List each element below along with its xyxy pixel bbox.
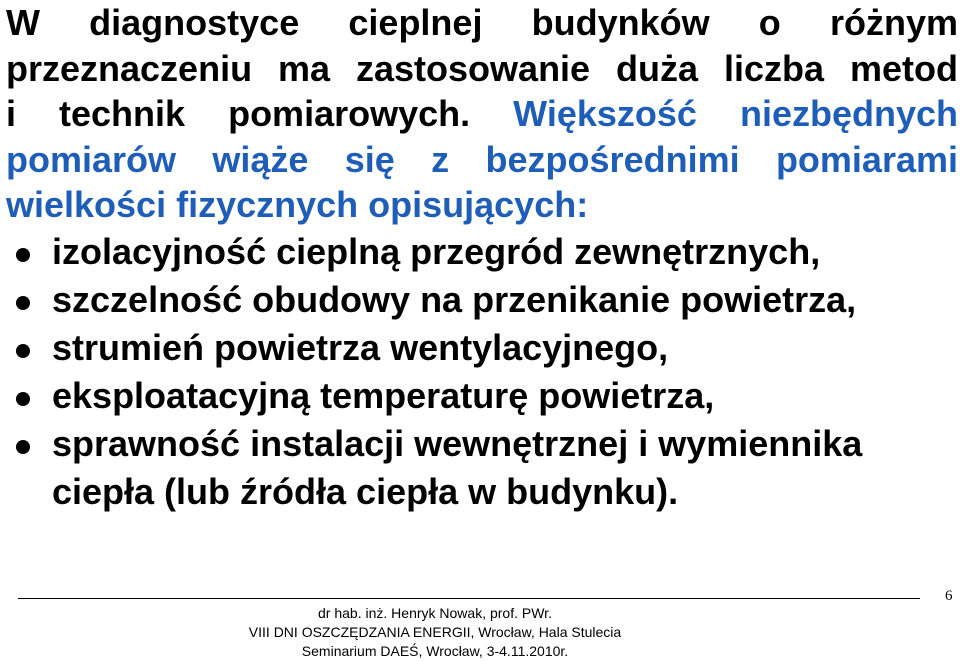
footer [0,604,960,661]
footer-divider [18,598,920,599]
list-item-text: izolacyjność cieplną przegród zewnętrznych, [52,231,821,272]
list-item [16,324,956,372]
footer-author: dr hab. inż. Henryk Nowak, prof. PWr. [318,605,552,621]
list-item [16,276,956,324]
list-item-text: strumień powietrza wentylacyjnego, [52,327,669,368]
intro-line-5: wielkości fizycznych opisujących: [6,184,589,225]
list-item-continuation [16,468,956,516]
footer-event: VIII DNI OSZCZĘDZANIA ENERGII, Wrocław, Hala Stulecia [248,624,622,640]
list-item [16,372,956,420]
intro-paragraph [6,0,958,228]
page-number: 6 [945,588,953,604]
bullet-dot-icon [16,248,30,262]
intro-line-3-dark: i technik pomiarowych. [6,93,471,134]
intro-line-3 [6,91,958,137]
bullet-dot-icon [16,296,30,310]
list-item [16,420,956,468]
list-item-text: sprawność instalacji wewnętrznej i wymiennika [52,423,863,464]
bullet-dot-icon [16,344,30,358]
intro-line-1: W diagnostyce cieplnej budynków o różnym [6,2,958,43]
intro-line-2: przeznaczeniu ma zastosowanie duża liczba metod [6,47,958,89]
intro-line-4: pomiarów wiąże się z bezpośrednimi pomiarami [6,138,958,180]
bullet-dot-icon [16,392,30,406]
bullet-list [16,228,956,516]
list-item-continuation-text: ciepła (lub źródła ciepła w budynku). [52,471,679,512]
list-item-text: eksploatacyjną temperaturę powietrza, [52,375,715,416]
bullet-dot-icon [16,440,30,454]
list-item [16,228,956,276]
footer-seminar: Seminarium DAEŚ, Wrocław, 3-4.11.2010r. [301,643,569,659]
intro-line-3-blue: Większość niezbędnych [513,93,958,134]
list-item-text: szczelność obudowy na przenikanie powietrza, [52,279,857,320]
